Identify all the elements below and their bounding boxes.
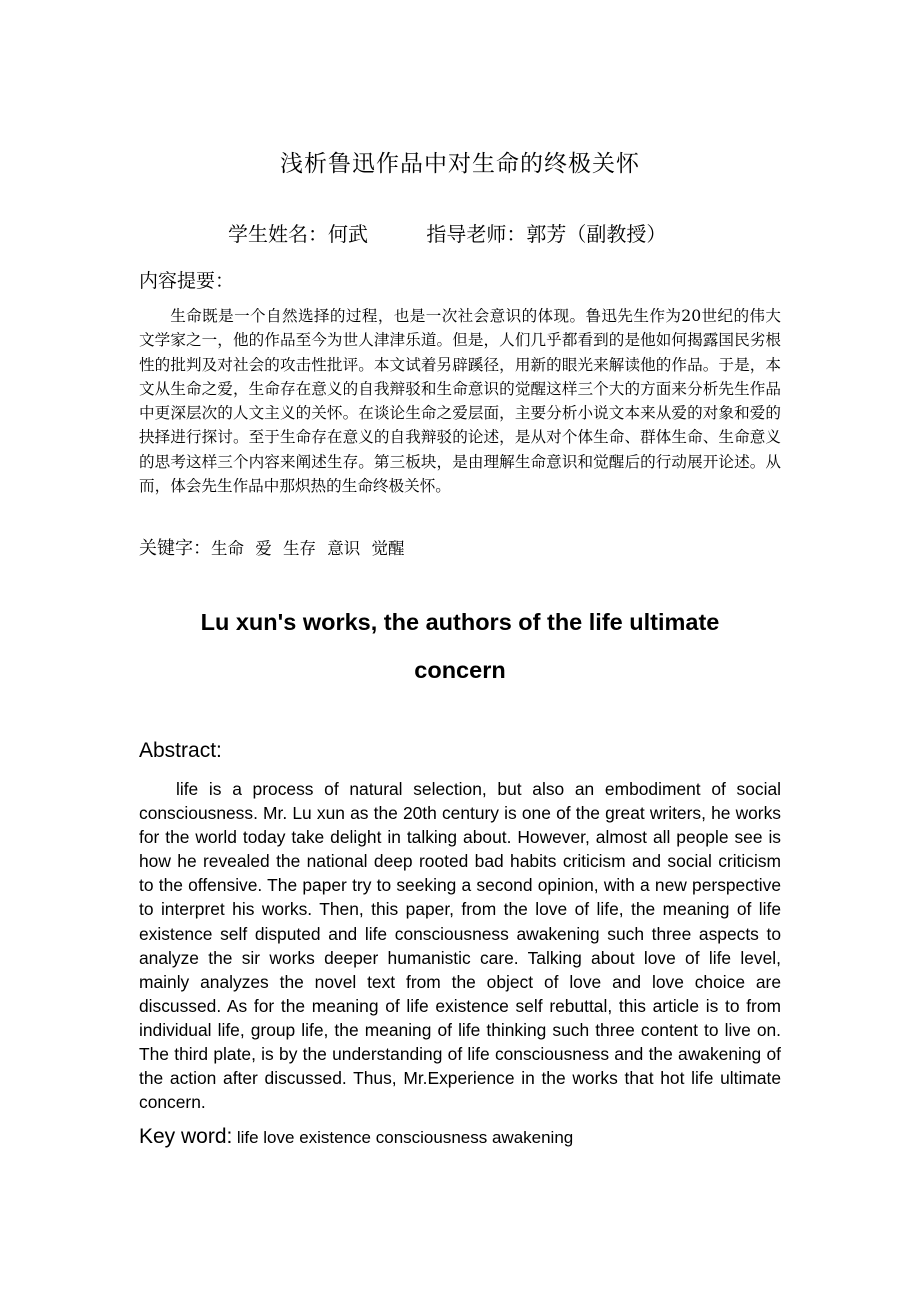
chinese-keyword: 生存	[283, 539, 316, 558]
english-keywords-label: Key word:	[139, 1125, 233, 1148]
english-title	[0, 598, 920, 694]
chinese-keywords	[139, 534, 411, 560]
student-name: 学生姓名：何武	[228, 222, 368, 246]
advisor-name: 指导老师：郭芳（副教授）	[426, 222, 667, 246]
english-keywords	[139, 1125, 573, 1149]
english-abstract-body	[139, 777, 781, 1114]
english-title-line-2: concern	[414, 657, 506, 683]
chinese-keyword: 觉醒	[371, 539, 405, 558]
chinese-title: 浅析鲁迅作品中对生命的终极关怀	[280, 151, 640, 177]
english-keywords-values: life love existence consciousness awakening	[236, 1128, 574, 1147]
english-abstract-text: life is a process of natural selection, but also an embodiment of social consciousness. Mr. Lu xun as the 20th century is one of the great writers, he works for the world today take delight in talking about. However, almost all people see is how he revealed the national deep rooted bad habits criticism and social criticism to the offensive. The paper try to seeking a second opinion, with a new perspective to interpret his works. Then, this paper, from the love of life, the meaning of life existence self disputed and life consciousness awakening such three aspects to analyze the sir works deeper humanistic care. Talking about love of life level, mainly analyzes the novel text from the object of love and love choice are discussed. As for the meaning of life existence self rebuttal, this article is to from individual life, group life, the meaning of life thinking such three content to live on. The third plate, is by the understanding of life consciousness and the awakening of the action after discussed. Thus, Mr.Experience in the works that hot life ultimate concern.	[139, 779, 781, 1113]
chinese-abstract-body	[139, 304, 781, 498]
chinese-abstract-text: 生命既是一个自然选择的过程，也是一次社会意识的体现。鲁迅先生作为20世纪的伟大文学家之一，他的作品至今为世人津津乐道。但是，人们几乎都看到的是他如何揭露国民劣根性的批判及对社会的攻击性批评。本文试着另辟蹊径，用新的眼光来解读他的作品。于是，本文从生命之爱，生命存在意义的自我辩驳和生命意识的觉醒这样三个大的方面来分析先生作品中更深层次的人文主义的关怀。在谈论生命之爱层面，主要分析小说文本来从爱的对象和爱的抉择进行探讨。至于生命存在意义的自我辩驳的论述，是从对个体生命、群体生命、生命意义的思考这样三个内容来阐述生存。第三板块，是由理解生命意识和觉醒后的行动展开论述。从而，体会先生作品中那炽热的生命终极关怀。	[139, 307, 781, 496]
chinese-keyword: 爱	[255, 539, 272, 558]
chinese-keyword: 生命	[211, 539, 244, 558]
chinese-keywords-label: 关键字：	[139, 538, 211, 559]
author-line	[228, 218, 666, 247]
chinese-keyword: 意识	[327, 539, 361, 558]
chinese-abstract-heading: 内容提要：	[139, 270, 235, 292]
english-title-line-1: Lu xun's works, the authors of the life ultimate	[200, 609, 720, 635]
english-abstract-heading: Abstract:	[139, 739, 222, 762]
